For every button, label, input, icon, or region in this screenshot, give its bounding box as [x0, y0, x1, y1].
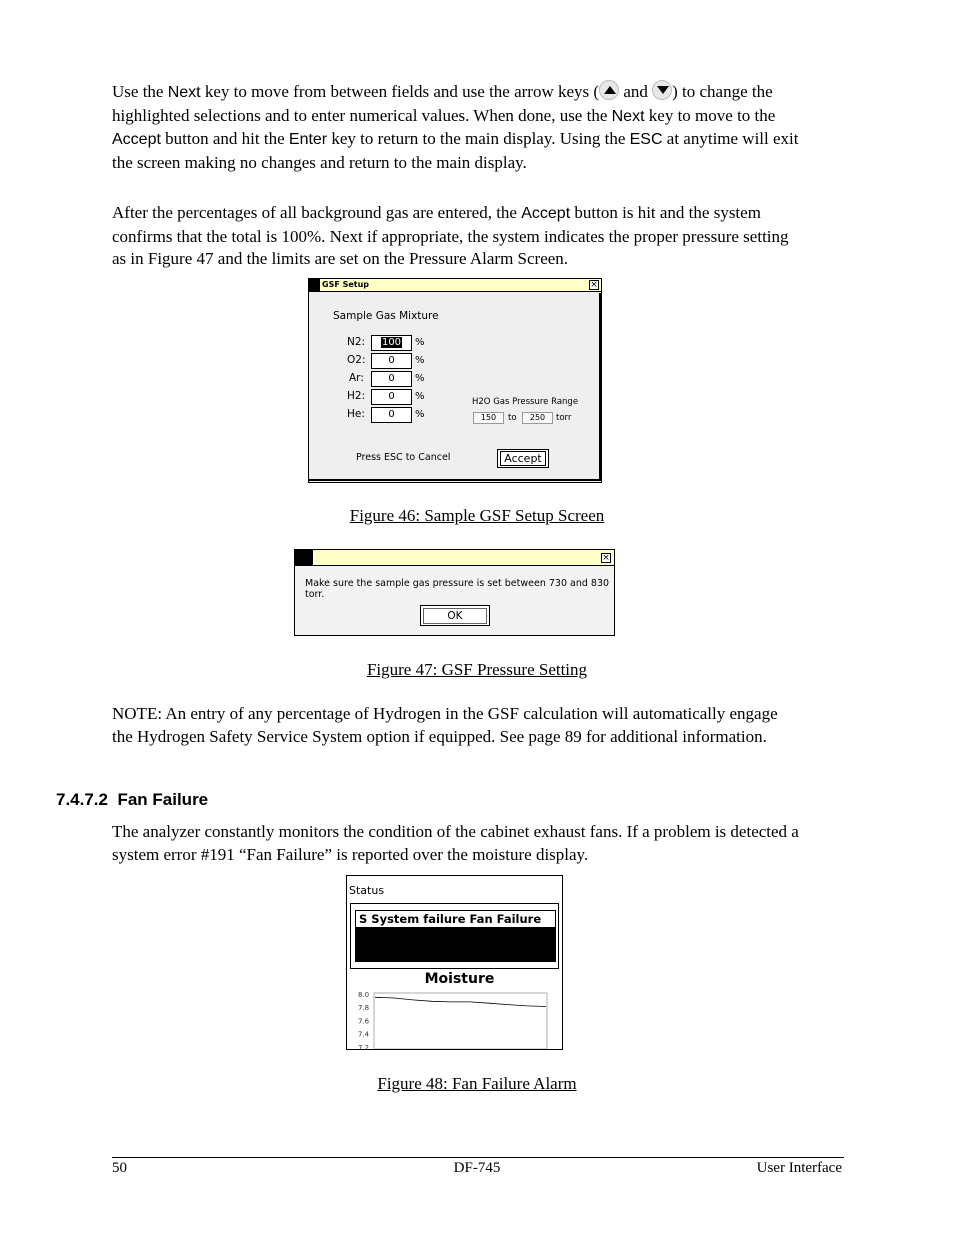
para2-text: After the percentages of all background gas are entered, the [112, 203, 522, 222]
o2-input[interactable]: 0 [371, 353, 412, 369]
gas-label-h2: H2: [347, 390, 366, 402]
y-tick-label: 8.0 [358, 991, 370, 999]
fan-failure-paragraph: The analyzer constantly monitors the condition of the cabinet exhaust fans. If a problem is detected a system error #191 “Fan Failure” is reported over the moisture display. [112, 822, 799, 864]
sample-gas-heading: Sample Gas Mixture [333, 310, 439, 322]
percent-label: % [415, 409, 425, 420]
status-list [355, 910, 556, 962]
gas-label-o2: O2: [347, 354, 366, 366]
gas-label-ar: Ar: [349, 372, 364, 384]
pressure-range-label: H2O Gas Pressure Range [472, 397, 579, 407]
alarm-row[interactable]: S System failure Fan Failure [356, 911, 555, 928]
moisture-trend-line [375, 997, 546, 1006]
pressure-low-input[interactable]: 150 [473, 412, 504, 424]
n2-value: 100 [381, 337, 402, 348]
dialog-title-bar [295, 550, 614, 566]
intro-text: key to move to the [644, 105, 776, 125]
gsf-title-bar [309, 279, 601, 292]
fan-failure-screen [346, 875, 563, 1050]
accept-button[interactable] [497, 449, 549, 468]
pressure-dialog [294, 549, 615, 636]
hydrogen-note: NOTE: An entry of any percentage of Hydrogen in the GSF calculation will automatically engage the Hydrogen Safety Service System option if equipped. See page 89 for additional information. [112, 704, 778, 746]
intro-text: and [619, 82, 653, 101]
moisture-trend-chart [347, 991, 562, 1049]
key-enter: Enter [288, 131, 328, 148]
section-heading [56, 790, 208, 810]
footer-section: User Interface [756, 1160, 842, 1176]
ar-input[interactable]: 0 [371, 371, 412, 387]
ok-button[interactable] [420, 605, 490, 626]
ok-label: OK [423, 608, 487, 624]
range-to-label: to [508, 413, 517, 423]
torr-label: torr [556, 413, 572, 423]
percent-label: % [415, 355, 425, 366]
section-number: 7.4.7.2 [56, 790, 108, 809]
key-accept: Accept [112, 131, 161, 148]
percent-label: % [415, 391, 425, 402]
footer-rule [112, 1157, 844, 1158]
accept-label: Accept [500, 451, 546, 466]
y-tick-label: 7.4 [358, 1030, 370, 1039]
gas-label-he: He: [347, 408, 365, 420]
pressure-message: Make sure the sample gas pressure is set between 730 and 830 torr. [305, 578, 610, 600]
intro-text: key to return to the main display. Using the [327, 129, 630, 148]
accept-paragraph [112, 202, 802, 271]
key-esc: ESC [629, 131, 663, 148]
key-next: Next [167, 84, 201, 101]
figure-47-caption: Figure 47: GSF Pressure Setting [366, 660, 588, 679]
y-tick-label: 7.6 [358, 1017, 370, 1026]
y-tick-label: 7.2 [358, 1043, 370, 1049]
para2-text: button is hit and the system confirms that the total is 100%. Next if appropriate, the system indicates the proper pressure setting as in Figure 47 and the limits are set on the Pressure Alarm Screen. [112, 203, 789, 268]
window-menu-icon [309, 279, 320, 291]
page-number: 50 [112, 1160, 127, 1176]
alarm-highlight [356, 928, 555, 962]
key-next: Next [611, 107, 645, 125]
status-panel [350, 903, 559, 969]
gsf-setup-window [308, 278, 602, 483]
gas-label-n2: N2: [347, 336, 366, 348]
chart-frame [374, 993, 547, 1049]
status-label: Status [349, 884, 385, 897]
percent-label: % [415, 373, 425, 384]
h2-input[interactable]: 0 [371, 389, 412, 405]
key-accept: Accept [521, 205, 571, 222]
moisture-label: Moisture [424, 971, 495, 987]
figure-46-caption: Figure 46: Sample GSF Setup Screen [349, 506, 605, 525]
intro-paragraph [112, 80, 802, 174]
gsf-content [309, 293, 601, 481]
down-arrow-key-icon [652, 80, 672, 100]
document-id: DF-745 [453, 1160, 501, 1176]
close-icon[interactable]: × [602, 553, 610, 563]
cancel-hint: Press ESC to Cancel [356, 452, 451, 463]
gsf-title: GSF Setup [322, 280, 370, 289]
section-title: Fan Failure [117, 790, 209, 809]
intro-text: Use the [112, 82, 168, 101]
y-tick-label: 7.8 [358, 1004, 370, 1013]
intro-text: at anytime will exit the screen making no changes and return to the main display. [112, 129, 799, 172]
pressure-high-input[interactable]: 250 [522, 412, 553, 424]
window-menu-icon [295, 550, 313, 565]
intro-text: button and hit the [160, 129, 289, 148]
close-icon[interactable]: × [590, 280, 598, 290]
up-arrow-key-icon [599, 80, 619, 100]
intro-text: key to move from between fields and use the arrow keys ( [200, 82, 600, 101]
he-input[interactable]: 0 [371, 407, 412, 423]
figure-48-caption: Figure 48: Fan Failure Alarm [377, 1074, 577, 1093]
intro-text: ) to change the highlighted selections and to enter numerical values. When done, use the [112, 82, 773, 125]
percent-label: % [415, 337, 425, 348]
n2-input[interactable] [371, 335, 412, 351]
